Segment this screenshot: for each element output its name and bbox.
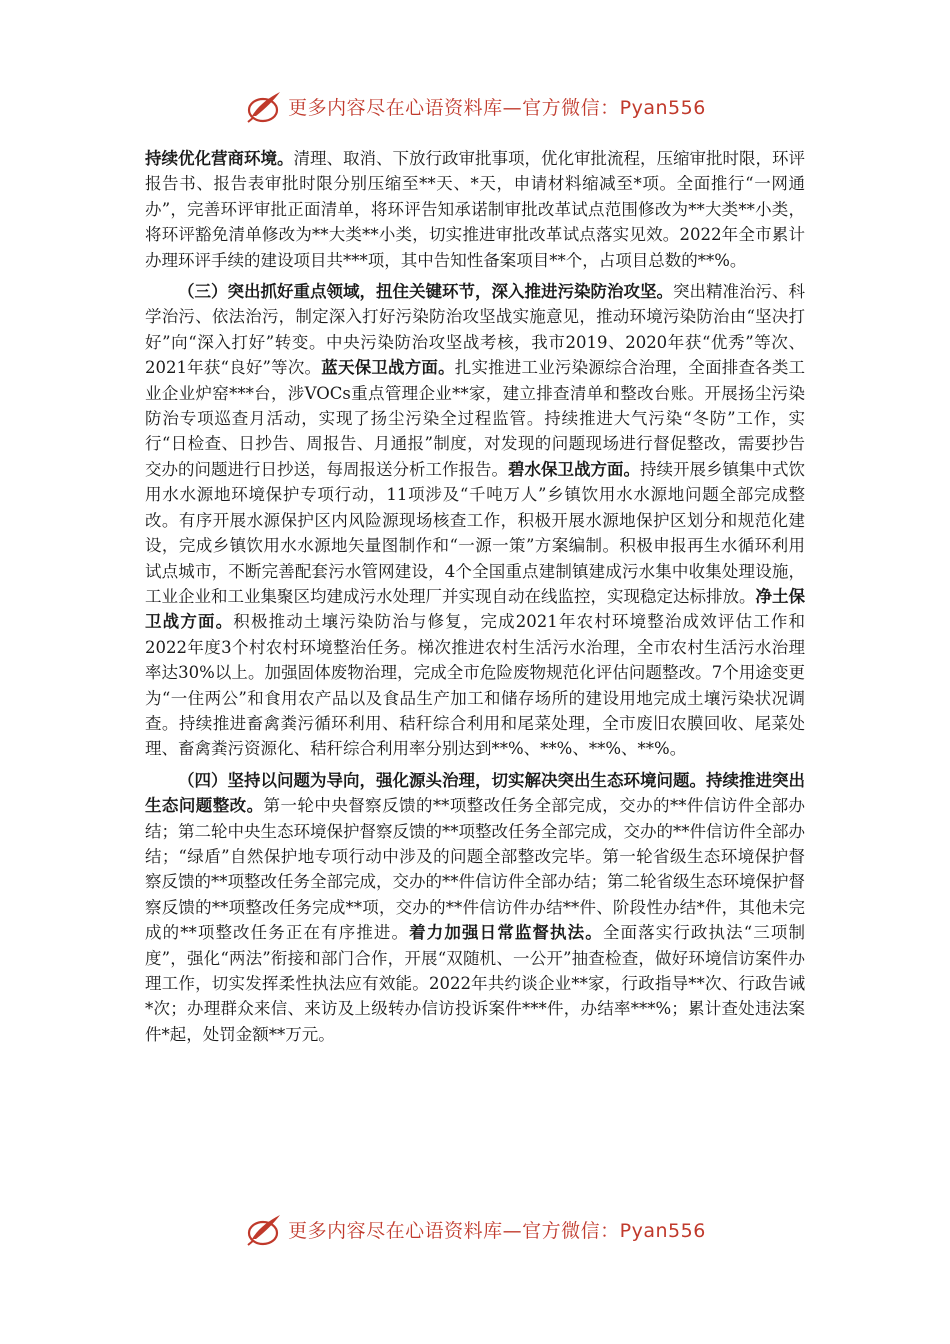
paragraph-text: 清理、取消、下放行政审批事项，优化审批流程，压缩审批时限，环评报告书、报告表审批时限分别压缩至**天、*天，申请材料缩减至*项。全面推行“一网通办”，完善环评审批正面清单，将环评告知承诺制审批改革试点范围修改为**大类**小类，将环评豁免清单修改为**大类**小类，切实推进审批改革试点落实见效。2022年全市累计办理环评手续的建设项目共***项，其中告知性备案项目**个，占项目总数的**%。 bbox=[145, 149, 805, 270]
paragraph-pollution-control bbox=[145, 279, 805, 762]
section-heading: （四）坚持以问题为导向，强化源头治理，切实解决突出生态环境问题。 bbox=[178, 770, 706, 790]
paragraph-text: 突出精准治污、科学治污、依法治污，制定深入打好污染防治攻坚战实施意见，推动环境污染防治由“坚决打好”向“深入打好”转变。中央污染防治攻坚战考核，我市2019、2020年获“优秀”等次、2021年获“良好”等次。 bbox=[145, 282, 805, 378]
paragraph-text: 持续开展乡镇集中式饮用水水源地环境保护专项行动，11项涉及“千吨万人”乡镇饮用水水源地问题全部完成整改。有序开展水源保护区内风险源现场核查工作，积极开展水源地保护区划分和规范化建设，完成乡镇饮用水水源地矢量图制作和“一源一策”方案编制。积极申报再生水循环利用试点城市，不断完善配套污水管网建设，4个全国重点建制镇建成污水集中收集处理设施，工业企业和工业集聚区均建成污水处理厂并实现自动在线监控，实现稳定达标排放。 bbox=[145, 459, 805, 606]
paragraph-lead: 持续优化营商环境。 bbox=[145, 149, 294, 168]
banner-text: 更多内容尽在心语资料库—官方微信：Pyan556 bbox=[288, 96, 706, 119]
paragraph-text: 积极推动土壤污染防治与修复，完成2021年农村环境整治成效评估工作和2022年度3个村农村环境整治任务。梯次推进农村生活污水治理，全市农村生活污水治理率达30%以上。加强固体废物治理，完成全市危险废物规范化评估问题整改。7个用途变更为“一住两公”和食用农产品以及食品生产加工和储存场所的建设用地完成土壤污染状况调查。持续推进畜禽粪污循环利用、秸秆综合利用和尾菜处理，全市废旧农膜回收、尾菜处理、畜禽粪污资源化、秸秆综合利用率分别达到**%、**%、**%、**%。 bbox=[145, 612, 806, 759]
quill-logo-icon bbox=[244, 86, 284, 126]
subheading-enforcement: 着力加强日常监督执法。 bbox=[409, 923, 603, 943]
paragraph-text: 扎实推进工业污染源综合治理，全面排查各类工业企业炉窑***台，涉VOCs重点管理企业**家，建立排查清单和整改台账。开展扬尘污染防治专项巡查月活动，实现了扬尘污染全过程监管。持续推进大气污染“冬防”工作，实行“日检查、日抄告、周报告、月通报”制度，对发现的问题现场进行督促整改，需要抄告交办的问题进行日抄送，每周报送分析工作报告。 bbox=[145, 358, 805, 479]
subheading-clean-soil: 净土保卫战方面。 bbox=[145, 586, 805, 632]
subheading-rectification: 持续推进突出生态问题整改。 bbox=[145, 770, 805, 816]
header-banner bbox=[0, 86, 950, 126]
quill-logo-icon bbox=[244, 1209, 284, 1249]
paragraph-ecological-issues bbox=[145, 768, 805, 1047]
paragraph-business-environment bbox=[145, 146, 805, 273]
section-heading: （三）突出抓好重点领域，扭住关键环节，深入推进污染防治攻坚。 bbox=[178, 282, 673, 302]
paragraph-text: 全面落实行政执法“三项制度”，强化“两法”衔接和部门合作，开展“双随机、一公开”抽查检查，做好环境信访案件办理工作，切实发挥柔性执法应有效能。2022年共约谈企业**家，行政指导**次、行政告诫*次；办理群众来信、来访及上级转办信访投诉案件***件，办结率***%；累计查处违法案件*起，处罚金额**万元。 bbox=[145, 923, 806, 1044]
banner-text: 更多内容尽在心语资料库—官方微信：Pyan556 bbox=[288, 1219, 706, 1242]
subheading-blue-sky: 蓝天保卫战方面。 bbox=[321, 358, 455, 378]
document-body bbox=[145, 146, 805, 1053]
paragraph-text: 第一轮中央督察反馈的**项整改任务全部完成，交办的**件信访件全部办结；第二轮中央生态环境保护督察反馈的**项整改任务全部完成，交办的**件信访件全部办结；“绿盾”自然保护地专项行动中涉及的问题全部整改完毕。第一轮省级生态环境保护督察反馈的**项整改任务全部完成，交办的**件信访件全部办结；第二轮省级生态环境保护督察反馈的**项整改任务完成**项，交办的**件信访件办结**件、阶段性办结*件，其他未完成的**项整改任务正在有序推进。 bbox=[145, 796, 806, 943]
footer-banner bbox=[0, 1209, 950, 1249]
subheading-clear-water: 碧水保卫战方面。 bbox=[508, 459, 640, 479]
